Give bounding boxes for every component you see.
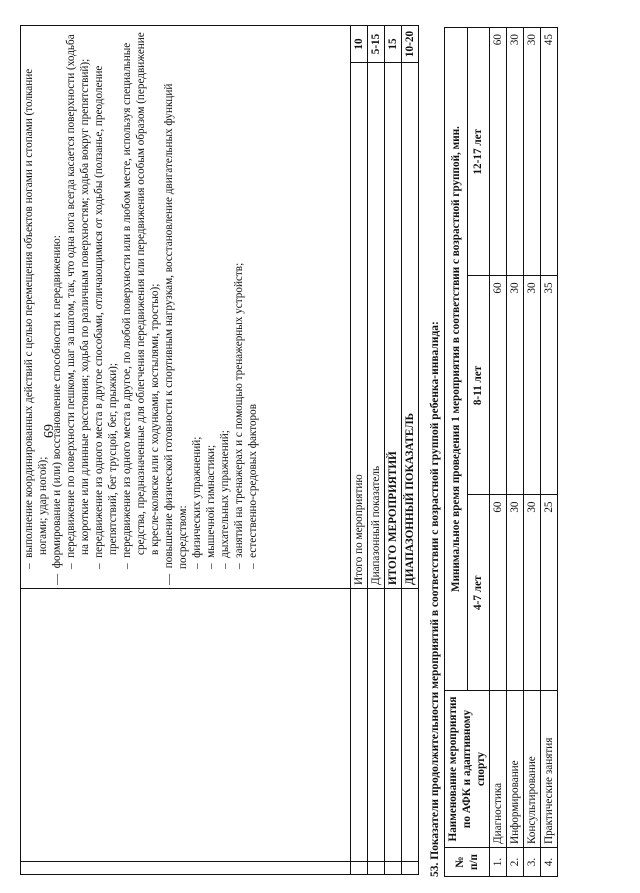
row-number: 4.: [541, 848, 558, 877]
list-item: – выполнение координированных действий с целью перемещения объектов ногами и стопами (толкание ногами; удар ногой);: [23, 68, 49, 569]
header-time: Минимальное время проведения 1 мероприятия в соответствии с возрастной группой, мин.: [445, 28, 468, 691]
row-name: Информирование: [507, 691, 524, 848]
row-number: 3.: [524, 848, 541, 877]
age-group-header: 8-11 лет: [467, 276, 490, 495]
page-number: 69: [40, 424, 55, 438]
table-row: [541, 28, 558, 877]
row-value: 30: [524, 276, 541, 495]
table-row: [507, 28, 524, 877]
row-name: Консультирование: [524, 691, 541, 848]
summary-label: Итого по мероприятию: [351, 63, 368, 589]
row-number: 2.: [507, 848, 524, 877]
row-name: Диагностика: [490, 691, 507, 848]
row-value: 60: [490, 28, 507, 276]
summary-value: 10: [351, 26, 368, 63]
list-item: – дыхательных упражнений;: [219, 430, 231, 569]
list-item: – занятий на тренажерах и с помощью тренажерных устройств;: [233, 262, 245, 569]
age-group-header: 12-17 лет: [467, 28, 490, 276]
table-row: [490, 28, 507, 877]
section-title: 53. Показатели продолжительности мероприятий в соответствии с возрастной группой ребенка-инвалида:: [429, 321, 441, 877]
row-value: 30: [507, 495, 524, 691]
summary-value: 5-15: [368, 26, 385, 63]
list-item: – передвижение из одного места в другое, по любой поверхности или в любом месте, используя специальные средства, предназначенные для облегчения передвижения или передвижения особым образом (передвижение в кресле-коляске или с ходунками, костылями, тростью);: [121, 32, 161, 569]
summary-label: Диапазонный показатель: [368, 63, 385, 589]
summary-row: [368, 26, 385, 875]
list-item: — формирование и (или) восстановление способности к передвижению:: [51, 235, 63, 585]
row-value: 45: [541, 28, 558, 276]
row-number: 1.: [490, 848, 507, 877]
row-value: 60: [490, 495, 507, 691]
list-item: – естественно-средовых факторов: [247, 403, 259, 569]
list-item: – передвижение из одного места в другое способами, отличающимися от ходьбы (ползанье, преодоление препятствий, бег трусцой, бег, прыжки);: [93, 65, 119, 569]
header-num: № п/п: [445, 848, 490, 877]
activities-list-cell: [21, 26, 351, 589]
age-group-header: 4-7 лет: [467, 495, 490, 691]
row-value: 30: [507, 28, 524, 276]
list-item: – физических упражнений;: [191, 436, 203, 569]
empty-cell: [21, 862, 351, 875]
duration-table: [444, 27, 558, 877]
summary-row: [351, 26, 368, 875]
summary-row: [402, 26, 419, 875]
list-item: – передвижение по поверхности пешком, шаг за шагом, так, что одна нога всегда касается поверхности (ходьба на короткие или длинные расстояния; ходьба по различным поверхностям; ходьба вокруг препятствий);: [65, 34, 91, 569]
activities-table: [20, 25, 419, 875]
row-value: 30: [524, 495, 541, 691]
row-value: 60: [490, 276, 507, 495]
header-name: Наименование мероприятия по АФК и адаптивному спорту: [445, 691, 490, 848]
list-item: – мышечной гимнастики;: [205, 444, 217, 569]
row-name: Практические занятия: [541, 691, 558, 848]
empty-cell: [21, 589, 351, 862]
summary-label: ИТОГО МЕРОПРИЯТИЙ: [385, 63, 402, 589]
activities-list: [22, 29, 260, 585]
row-value: 30: [507, 276, 524, 495]
list-item: — повышение физической готовности к спортивным нагрузкам, восстановление двигательных функций посредством:: [163, 83, 189, 585]
rotated-page-content: [20, 7, 620, 877]
row-value: 35: [541, 276, 558, 495]
row-value: 25: [541, 495, 558, 691]
row-value: 30: [524, 28, 541, 276]
summary-value: 10-20: [402, 26, 419, 63]
summary-row: [385, 26, 402, 875]
table-row: [524, 28, 541, 877]
summary-value: 15: [385, 26, 402, 63]
summary-label: ДИАПАЗОННЫЙ ПОКАЗАТЕЛЬ: [402, 63, 419, 589]
